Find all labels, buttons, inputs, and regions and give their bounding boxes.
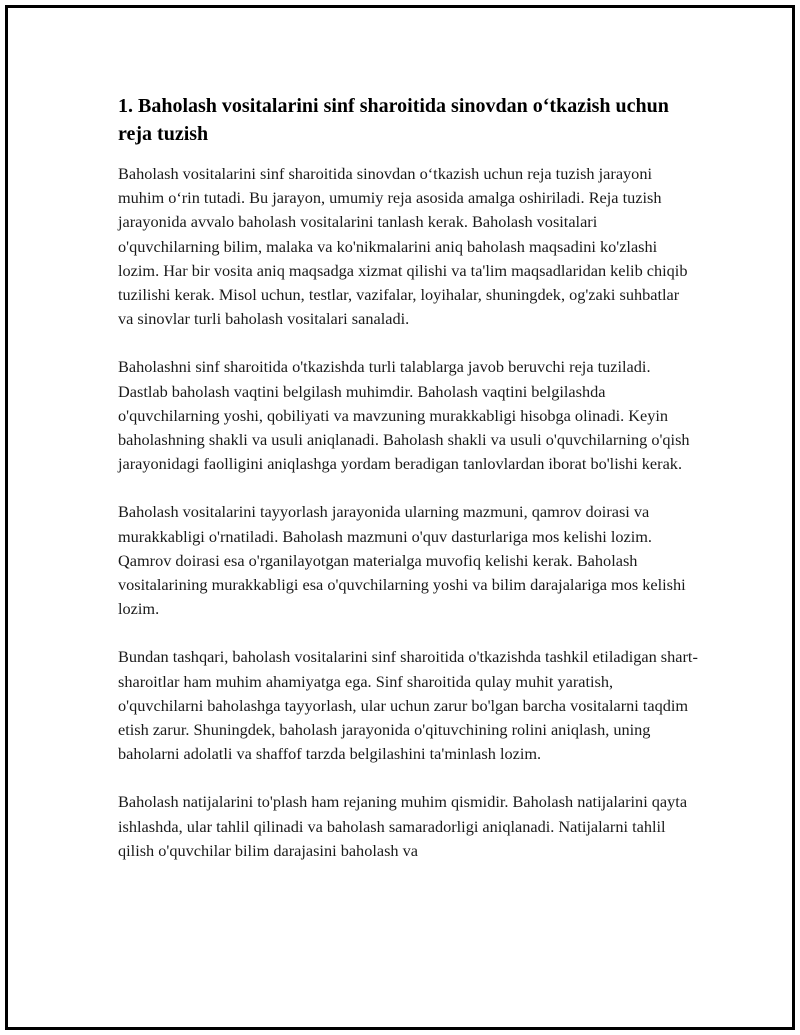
section-heading: 1. Baholash vositalarini sinf sharoitida sinovdan o‘tkazish uchun reja tuzish xyxy=(118,95,669,145)
paragraph-3: Baholash vositalarini tayyorlash jarayonida ularning mazmuni, qamrov doirasi va murakkabligi o'rnatiladi. Baholash mazmuni o'quv dasturlariga mos kelishi lozim. Qamrov doirasi esa o'rganilayotgan materialga muvofiq kelishi kerak. Baholash vositalarining murakkabligi esa o'quvchilarning yoshi va bilim darajalariga mos kelishi lozim. xyxy=(118,502,686,619)
paragraph-1: Baholash vositalarini sinf sharoitida sinovdan o‘tkazish uchun reja tuzish jarayoni muhim o‘rin tutadi. Bu jarayon, umumiy reja asosida amalga oshiriladi. Reja tuzish jarayonida avvalo baholash vositalarini tanlash kerak. Baholash vositalari o'quvchilarning bilim, malaka va ko'nikmalarini aniq baholash maqsadini ko'zlashi lozim. Har bir vosita aniq maqsadga xizmat qilishi va ta'lim maqsadlaridan kelib chiqib tuzilishi kerak. Misol uchun, testlar, vazifalar, loyihalar, shuningdek, og'zaki suhbatlar va sinovlar turli baholash vositalari sanaladi. xyxy=(118,164,688,329)
paragraph-4: Bundan tashqari, baholash vositalarini sinf sharoitida o'tkazishda tashkil etiladigan shart-sharoitlar ham muhim ahamiyatga ega. Sinf sharoitida qulay muhit yaratish, o'quvchilarni baholashga tayyorlash, ular uchun zarur bo'lgan barcha vositalarni taqdim etish zarur. Shuningdek, baholash jarayonida o'qituvchining rolini aniqlash, uning baholarni adolatli va shaffof tarzda belgilashini ta'minlash lozim. xyxy=(118,647,698,764)
document-body xyxy=(118,92,698,887)
paragraph-2: Baholashni sinf sharoitida o'tkazishda turli talablarga javob beruvchi reja tuziladi. Dastlab baholash vaqtini belgilash muhimdir. Baholash vaqtini belgilashda o'quvchilarning yoshi, qobiliyati va mavzuning murakkabligi hisobga olinadi. Keyin baholashning shakli va usuli aniqlanadi. Baholash shakli va usuli o'quvchilarning o'qish jarayonidagi faolligini aniqlashga yordam beradigan tanlovlardan iborat bo'lishi kerak. xyxy=(118,357,690,474)
paragraph-5: Baholash natijalarini to'plash ham rejaning muhim qismidir. Baholash natijalarini qayta ishlashda, ular tahlil qilinadi va baholash samaradorligi aniqlanadi. Natijalarni tahlil qilish o'quvchilar bilim darajasini baholash va xyxy=(118,792,688,860)
